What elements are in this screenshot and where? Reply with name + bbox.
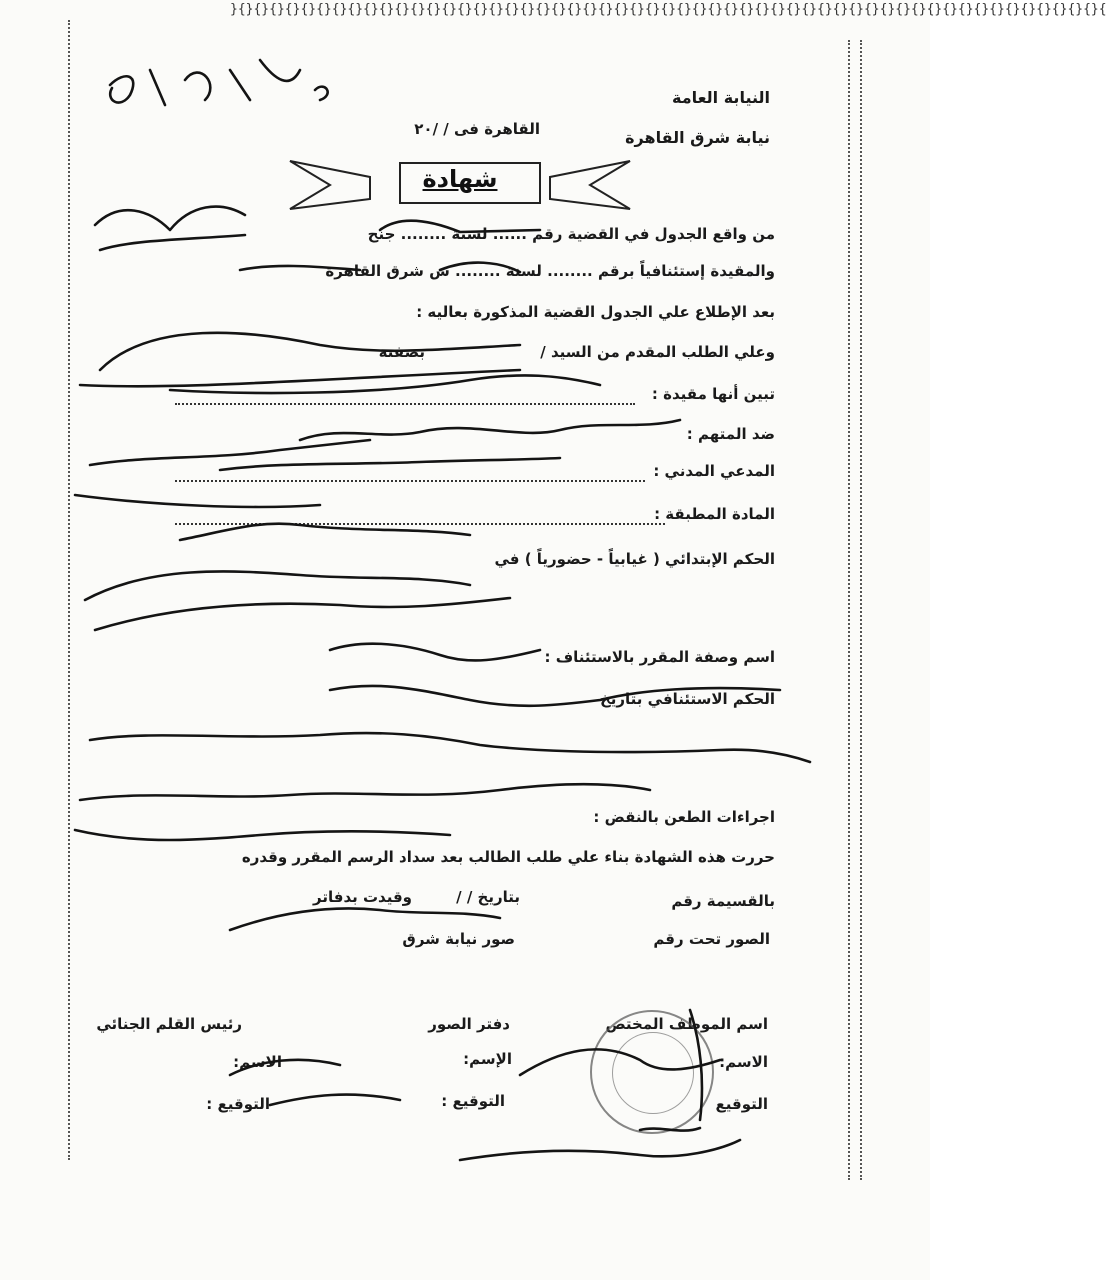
copy-number-label: الصور تحت رقم <box>653 930 770 948</box>
reporter-label: اسم وصفة المقرر بالاستئناف : <box>544 648 775 666</box>
registered-label: تبين أنها مقيدة : <box>651 385 775 403</box>
copy-office-label: صور نيابة شرق <box>402 930 515 948</box>
register-name-label: الإسم: <box>463 1050 512 1068</box>
civil-claimant-label: المدعي المدني : <box>653 462 775 480</box>
case-reference-line: من واقع الجدول في القضية رقم ...... لسنة ........ جنح <box>367 225 775 243</box>
decorative-left-border <box>68 20 80 1160</box>
register-signature-label: التوقيع : <box>441 1092 505 1110</box>
office-heading: نيابة شرق القاهرة <box>625 128 770 147</box>
employee-signature-label: التوقيع <box>715 1095 768 1113</box>
receipt-date-label: بتاريخ / / <box>456 888 520 906</box>
registered-dots <box>175 403 635 405</box>
decorative-right-border <box>848 40 862 1180</box>
clerk-name-label: الاسم: <box>233 1053 282 1071</box>
appeal-verdict-label: الحكم الاستئنافي بتاريخ <box>599 690 775 708</box>
authority-heading: النيابة العامة <box>672 88 770 107</box>
issued-line: حررت هذه الشهادة بناء علي طلب الطالب بعد سداد الرسم المقرر وقدره <box>241 848 775 866</box>
decorative-top-border: }{}{}{}{}{}{}{}{}{}{}{}{}{}{}{}{}{}{}{}{}{}{}{}{}{}{}{}{}{}{}{}{}{}{}{}{}{}{}{}{}{}{}{}{}{}{}{}{}{}{}{}{}{}{}{}{ <box>230 2 1107 17</box>
accused-label: ضد المتهم : <box>686 425 775 443</box>
civil-claimant-dots <box>175 480 645 482</box>
employee-name-label: الاسم: <box>719 1053 768 1071</box>
certificate-title-banner <box>290 155 630 213</box>
certificate-title: شهادة <box>422 165 498 193</box>
official-seal-stamp <box>590 1010 714 1134</box>
initial-verdict-label: الحكم الإبتدائي ( غيابياً - حضورياً ) في <box>494 550 775 568</box>
article-label: المادة المطبقة : <box>654 505 775 523</box>
register-label: دفتر الصور <box>428 1015 510 1033</box>
article-dots <box>175 523 665 525</box>
official-seal-inner-ring <box>612 1032 694 1114</box>
receipt-label: بالقسيمة رقم <box>671 892 775 910</box>
request-label: وعلي الطلب المقدم من السيد / <box>540 343 775 361</box>
employee-label: اسم الموظف المختص <box>605 1015 768 1033</box>
review-line: بعد الإطلاع علي الجدول القضية المذكورة بعاليه : <box>416 303 775 321</box>
capacity-label: بصفته <box>378 343 425 361</box>
appeal-reference-line: والمقيدة إستئنافياً برقم ........ لسنة ........ س شرق القاهرة <box>325 262 775 280</box>
city-date: القاهرة فى / /۲۰ <box>414 120 540 138</box>
clerk-signature-label: التوقيع : <box>206 1095 270 1113</box>
ledger-label: وقيدت بدفاتر <box>313 888 412 906</box>
cassation-label: اجراءات الطعن بالنقض : <box>593 808 775 826</box>
clerk-label: رئيس القلم الجنائي <box>96 1015 242 1033</box>
